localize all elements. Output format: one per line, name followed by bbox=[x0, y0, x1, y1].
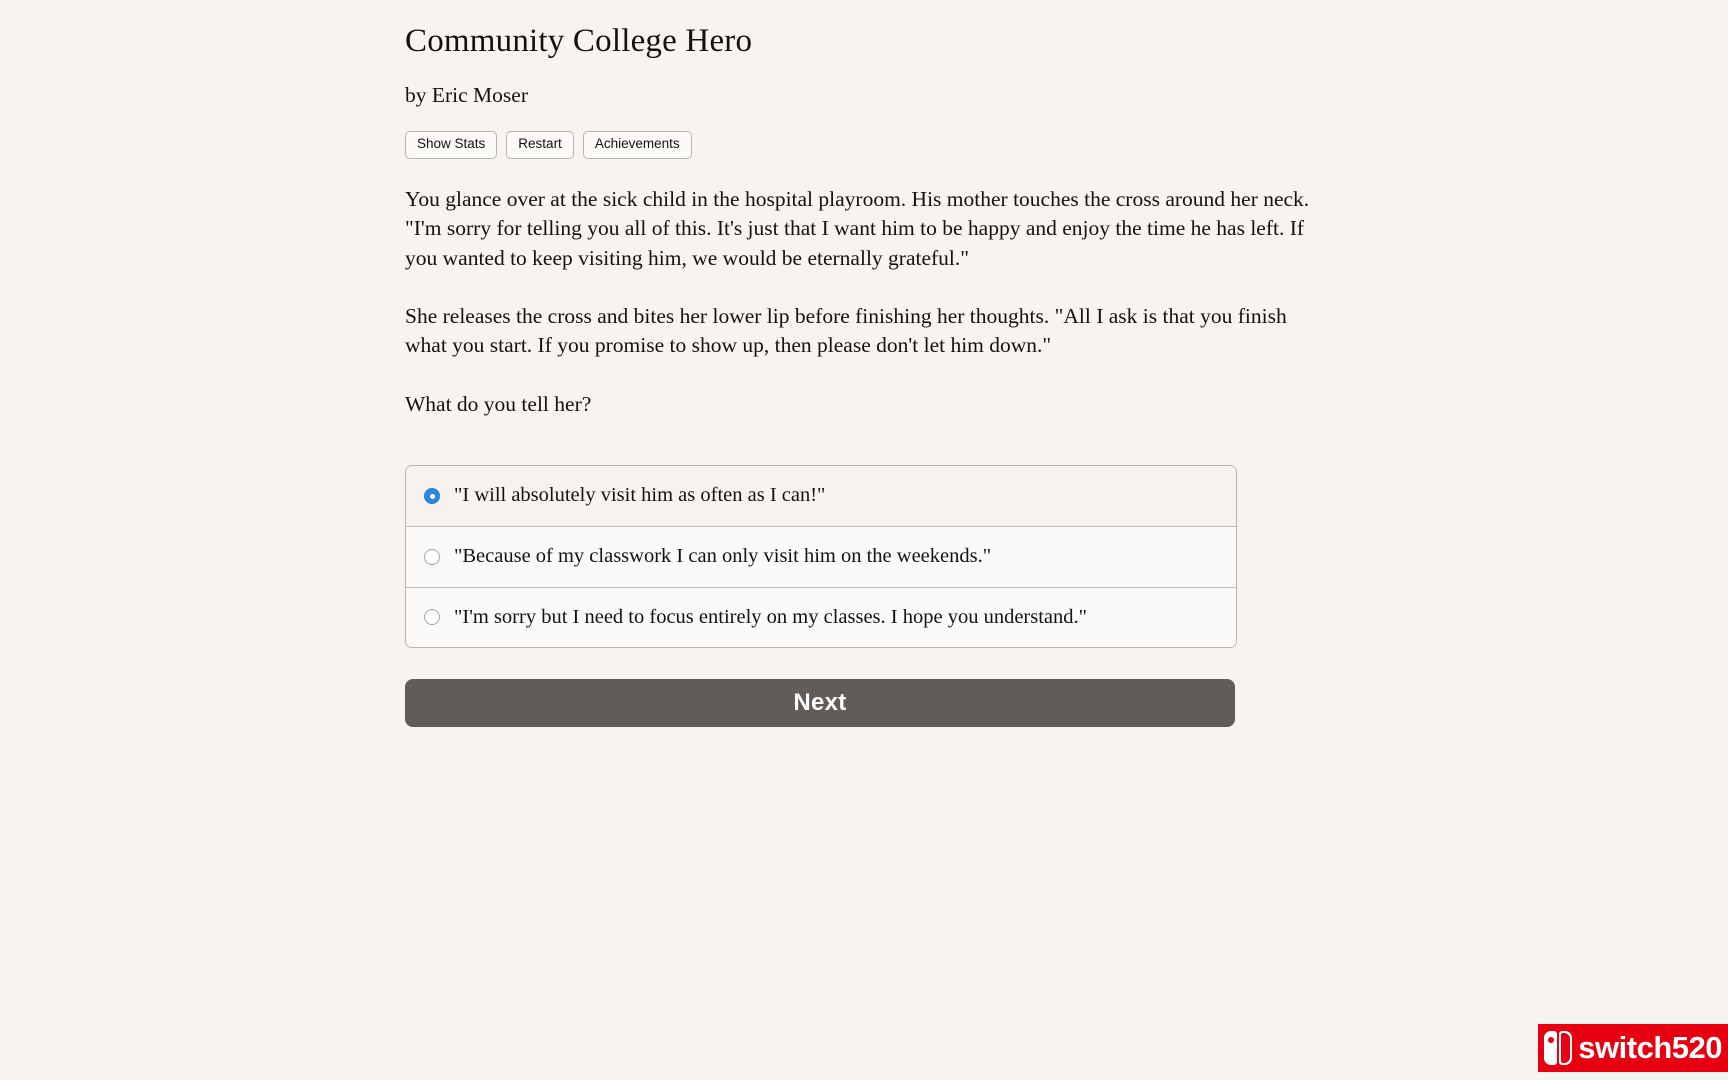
story-paragraph-1: You glance over at the sick child in the hospital playroom. His mother touches the cross around her neck. "I'm sorry for telling you all of this. It's just that I want him to be happy and enjoy the time he has left. If you wanted to keep visiting him, we would be eternally grateful." bbox=[405, 186, 1310, 270]
radio-icon[interactable] bbox=[424, 609, 440, 625]
next-button[interactable]: Next bbox=[405, 679, 1235, 727]
story-paragraph-2: She releases the cross and bites her lower lip before finishing her thoughts. "All I ask is that you finish what you start. If you promise to show up, then please don't let him down." bbox=[405, 304, 1287, 358]
restart-button[interactable]: Restart bbox=[506, 131, 574, 159]
choice-label: "I'm sorry but I need to focus entirely on my classes. I hope you understand." bbox=[454, 605, 1088, 628]
choice-label: "I will absolutely visit him as often as I can!" bbox=[454, 484, 826, 507]
list-item[interactable] bbox=[406, 466, 1236, 527]
watermark-text: switch520 bbox=[1578, 1029, 1722, 1065]
game-toolbar bbox=[405, 131, 1325, 159]
author-byline: by Eric Moser bbox=[405, 82, 528, 107]
radio-icon[interactable] bbox=[424, 549, 440, 565]
story-prompt: What do you tell her? bbox=[405, 391, 592, 416]
achievements-button[interactable]: Achievements bbox=[583, 131, 692, 159]
page-title: Community College Hero bbox=[405, 23, 753, 59]
radio-selected-icon[interactable] bbox=[424, 488, 440, 504]
watermark bbox=[1538, 1024, 1728, 1072]
choice-list bbox=[405, 465, 1237, 648]
show-stats-button[interactable]: Show Stats bbox=[405, 131, 497, 159]
game-page bbox=[405, 0, 1325, 727]
choice-label: "Because of my classwork I can only visit him on the weekends." bbox=[454, 545, 992, 568]
switch-logo-icon bbox=[1538, 1024, 1578, 1072]
list-item[interactable] bbox=[406, 588, 1236, 648]
list-item[interactable] bbox=[406, 527, 1236, 588]
story-text bbox=[405, 185, 1325, 420]
